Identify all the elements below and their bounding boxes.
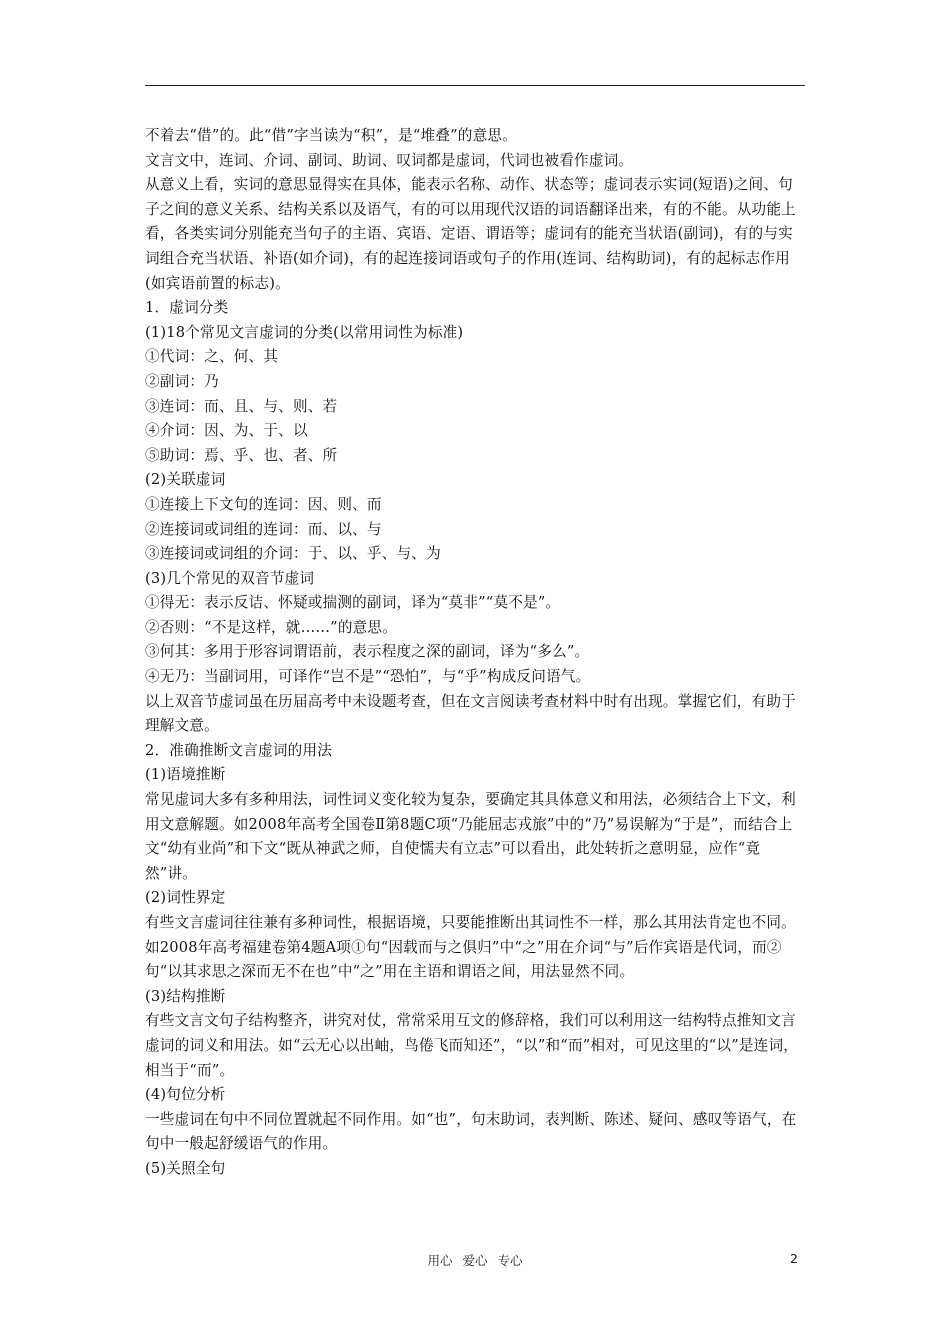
paragraph: 不着去“借”的。此“借”字当读为“积”，是“堆叠”的意思。 bbox=[145, 127, 517, 144]
list-item: ①代词：之、何、其 bbox=[145, 348, 279, 366]
section-heading: 1．虚词分类 bbox=[145, 299, 229, 317]
subsection-heading: (3)结构推断 bbox=[145, 987, 226, 1005]
paragraph: 一些虚词在句中不同位置就起不同作用。如“也”，句末助词，表判断、陈述、疑问、感叹等语气，在句中一般起舒缓语气的作用。 bbox=[145, 1110, 797, 1153]
subsection-heading: (2)关联虚词 bbox=[145, 471, 226, 489]
list-item: ①得无：表示反诘、怀疑或揣测的副词，译为“莫非”“莫不是”。 bbox=[145, 594, 561, 612]
page-number: 2 bbox=[790, 1251, 798, 1266]
list-item: ④介词：因、为、于、以 bbox=[145, 422, 308, 440]
paragraph: 常见虚词大多有多种用法，词性词义变化较为复杂，要确定其具体意义和用法，必须结合上下文，利用文意解题。如2008年高考全国卷Ⅱ第8题C项“乃能屈志戎旅”中的“乃”易误解为“于是”，而结合上文“幼有业尚”和下文“既从神武之师，自使懦夫有立志”可以看出，此处转折之意明显，应作“竟然”讲。 bbox=[145, 791, 796, 882]
subsection-heading: (2)词性界定 bbox=[145, 889, 226, 907]
subsection-heading: (4)句位分析 bbox=[145, 1086, 226, 1104]
list-item: ③连词：而、且、与、则、若 bbox=[145, 397, 338, 415]
list-item: ③连接词或词组的介词：于、以、乎、与、为 bbox=[145, 545, 441, 563]
list-item: ③何其：多用于形容词谓语前，表示程度之深的副词，译为“多么”。 bbox=[145, 643, 590, 661]
subsection-heading: (1)18个常见文言虚词的分类(以常用词性为标准) bbox=[145, 323, 464, 341]
list-item: ②副词：乃 bbox=[145, 372, 219, 390]
list-item: ②连接词或词组的连词：而、以、与 bbox=[145, 520, 382, 538]
footer-motto: 用心 爱心 专心 bbox=[427, 1253, 523, 1268]
header-rule bbox=[145, 85, 805, 86]
section-heading: 2．准确推断文言虚词的用法 bbox=[145, 741, 333, 759]
paragraph: 有些文言虚词往往兼有多种词性，根据语境，只要能推断出其词性不一样，那么其用法肯定也不同。如2008年高考福建卷第4题A项①句“因载而与之俱归”中“之”用在介词“与”后作宾语是代词，而②句“以其求思之深而无不在也”中“之”用在主语和谓语之间，用法显然不同。 bbox=[145, 914, 796, 981]
subsection-heading: (3)几个常见的双音节虚词 bbox=[145, 569, 315, 587]
list-item: ⑤助词：焉、乎、也、者、所 bbox=[145, 446, 338, 464]
list-item: ①连接上下文句的连词：因、则、而 bbox=[145, 495, 382, 513]
paragraph: 有些文言文句子结构整齐，讲究对仗，常常采用互文的修辞格，我们可以利用这一结构特点推知文言虚词的词义和用法。如“云无心以出岫，鸟倦飞而知还”，“以”和“而”相对，可见这里的“以”是连词，相当于“而”。 bbox=[145, 1012, 799, 1079]
document-body bbox=[145, 124, 807, 1182]
list-item: ④无乃：当副词用，可译作“岂不是”“恐怕”，与“乎”构成反问语气。 bbox=[145, 668, 591, 686]
subsection-heading: (5)关照全句 bbox=[145, 1159, 226, 1177]
paragraph: 文言文中，连词、介词、副词、助词、叹词都是虚词，代词也被看作虚词。 bbox=[145, 151, 634, 169]
subsection-heading: (1)语境推断 bbox=[145, 766, 226, 784]
paragraph: 以上双音节虚词虽在历届高考中未设题考查，但在文言阅读考查材料中时有出现。掌握它们，有助于理解文意。 bbox=[145, 692, 796, 735]
paragraph: 从意义上看，实词的意思显得实在具体，能表示名称、动作、状态等；虚词表示实词(短语)之间、句子之间的意义关系、结构关系以及语气，有的可以用现代汉语的词语翻译出来，有的不能。从功能上看，各类实词分别能充当句子的主语、宾语、定语、谓语等；虚词有的能充当状语(副词)，有的与实词组合充当状语、补语(如介词)，有的起连接词语或句子的作用(连词、结构助词)，有的起标志作用(如宾语前置的标志)。 bbox=[145, 176, 796, 292]
list-item: ②否则：“不是这样，就……”的意思。 bbox=[145, 618, 398, 636]
